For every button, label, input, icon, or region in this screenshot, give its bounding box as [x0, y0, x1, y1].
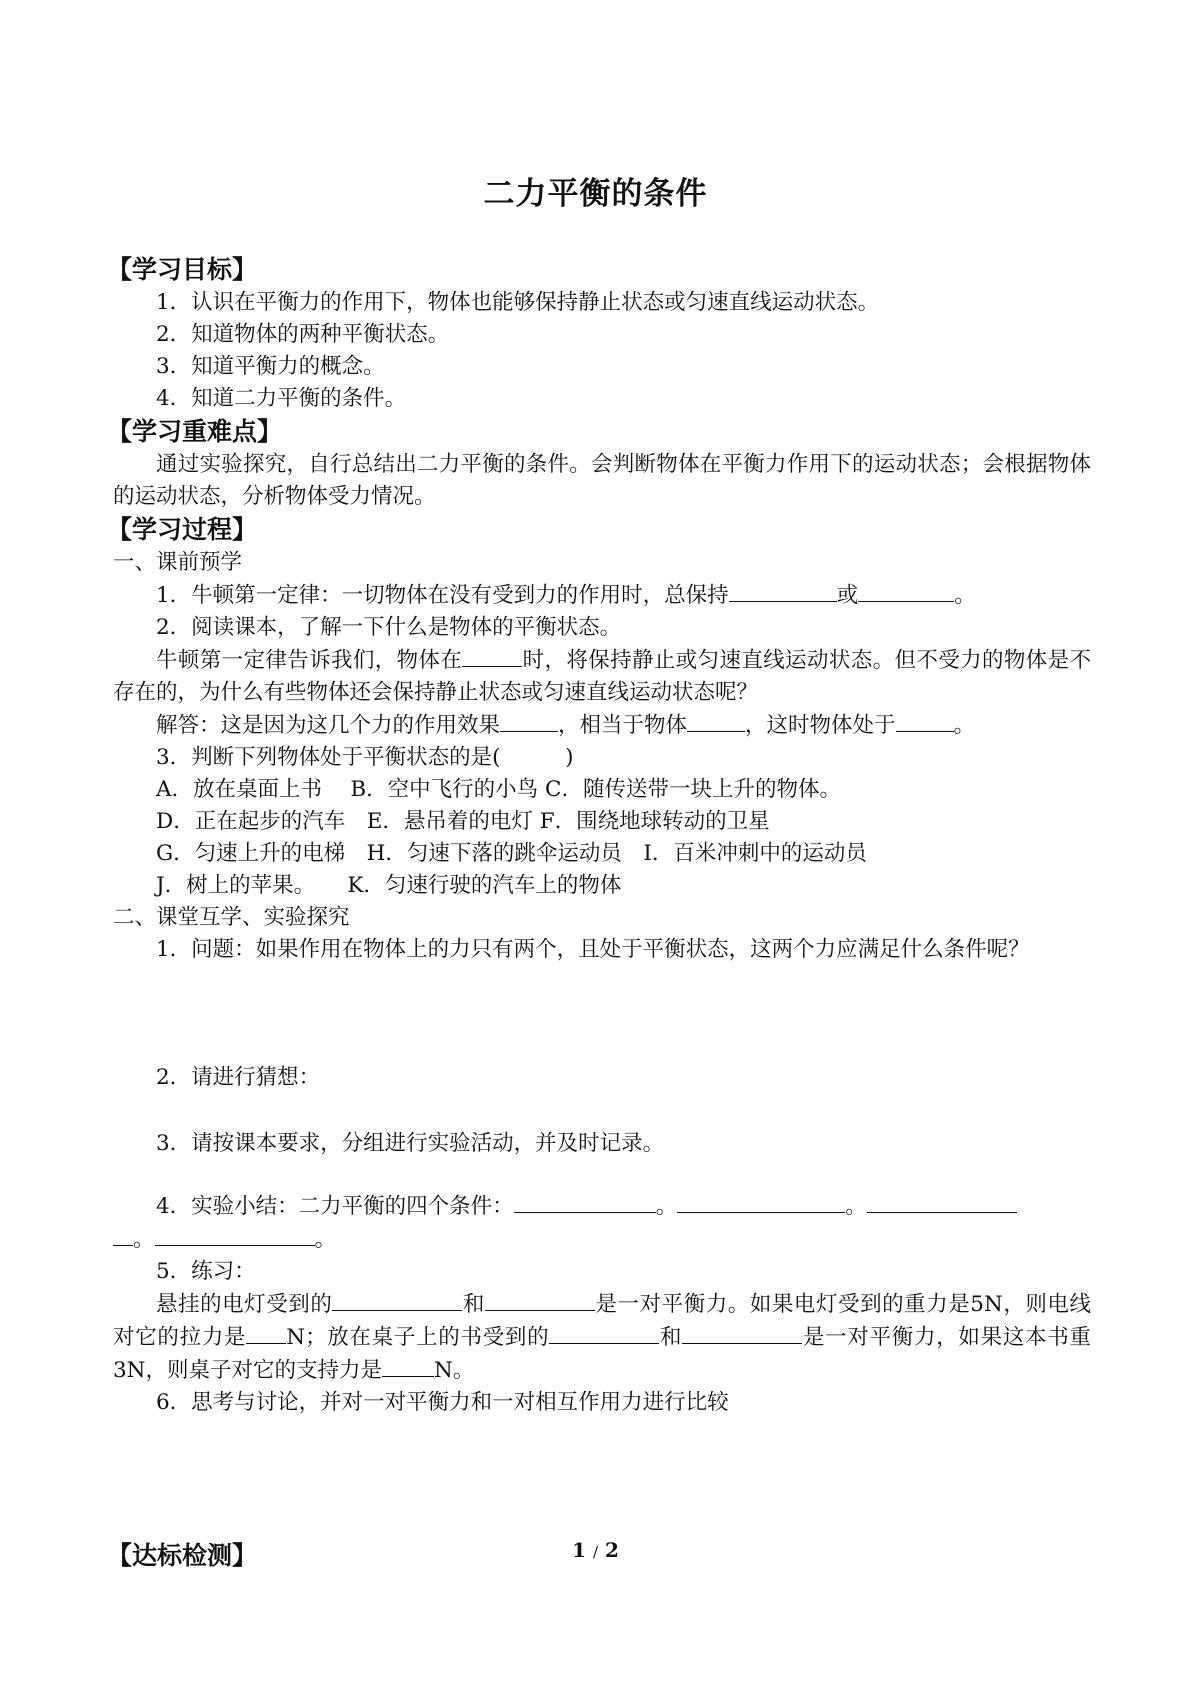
option-row: J．树上的苹果。 K．匀速行驶的汽车上的物体	[156, 873, 622, 898]
objectives-heading: 【学习目标】	[107, 255, 258, 284]
answer-blank[interactable]	[514, 1190, 656, 1213]
answer-blank[interactable]	[246, 1321, 286, 1344]
answer-blank[interactable]	[113, 1223, 133, 1246]
newton-paragraph: 牛顿第一定律告诉我们，物体在 时，将保持静止或匀速直线运动状态。但不受力的物体是不存在的，为什么有些物体还会保持静止状态或匀速直线运动状态呢？	[113, 644, 1091, 709]
answer-blank[interactable]	[549, 1321, 659, 1344]
key-points-heading: 【学习重难点】	[107, 417, 283, 446]
part2-question-4-cont: 。 。	[113, 1223, 1091, 1256]
page-title: 二力平衡的条件	[483, 176, 708, 212]
question-3: 3．判断下列物体处于平衡状态的是( )	[156, 745, 574, 770]
answer-blank[interactable]	[682, 1321, 802, 1344]
answer-blank[interactable]	[500, 709, 558, 732]
test-heading: 【达标检测】	[107, 1541, 258, 1570]
exercise-paragraph: 悬挂的电灯受到的 和 是一对平衡力。如果电灯受到的重力是5N，则电线对它的拉力是 N；放在桌子上的书受到的 和 是一对平衡力，如果这本书重3N，则桌子对它的支持力是 N。	[113, 1288, 1091, 1387]
objective-item: 4．知道二力平衡的条件。	[156, 386, 407, 411]
process-heading: 【学习过程】	[107, 515, 258, 544]
answer-blank[interactable]	[896, 709, 954, 732]
part2-question-4: 4．实验小结：二力平衡的四个条件： 。 。	[113, 1190, 1091, 1223]
page-number: 1 / 2	[572, 1538, 619, 1562]
part2-question-1: 1．问题：如果作用在物体上的力只有两个，且处于平衡状态，这两个力应满足什么条件呢？	[156, 937, 1030, 962]
option-row: G．匀速上升的电梯 H．匀速下落的跳伞运动员 I．百米冲刺中的运动员	[156, 841, 867, 866]
objective-item: 1．认识在平衡力的作用下，物体也能够保持静止状态或匀速直线运动状态。	[156, 290, 880, 315]
answer-blank[interactable]	[677, 1190, 845, 1213]
answer-blank[interactable]	[729, 579, 837, 602]
question-1: 1．牛顿第一定律：一切物体在没有受到力的作用时，总保持 或 。	[113, 579, 1091, 612]
answer-blank[interactable]	[382, 1354, 434, 1377]
part2-question-6: 6．思考与讨论，并对一对平衡力和一对相互作用力进行比较	[156, 1390, 729, 1415]
answer-blank[interactable]	[687, 709, 745, 732]
objective-item: 2．知道物体的两种平衡状态。	[156, 322, 450, 347]
part2-question-3: 3．请按课本要求，分组进行实验活动，并及时记录。	[156, 1131, 665, 1156]
part2-question-2: 2．请进行猜想：	[156, 1065, 321, 1090]
answer-blank[interactable]	[155, 1223, 315, 1246]
key-points-text: 通过实验探究，自行总结出二力平衡的条件。会判断物体在平衡力作用下的运动状态；会根据物体的运动状态，分析物体受力情况。	[113, 452, 1091, 509]
answer-blank[interactable]	[332, 1288, 462, 1311]
answer-blank[interactable]	[485, 1288, 595, 1311]
part2-title: 二、课堂互学、实验探究	[113, 905, 350, 930]
answer-blank[interactable]	[858, 579, 954, 602]
answer-paragraph: 解答：这是因为这几个力的作用效果 ，相当于物体 ，这时物体处于 。	[113, 709, 1091, 742]
option-row: A．放在桌面上书 B．空中飞行的小鸟 C．随传送带一块上升的物体。	[156, 777, 841, 802]
question-2: 2．阅读课本，了解一下什么是物体的平衡状态。	[156, 615, 622, 640]
answer-blank[interactable]	[462, 644, 522, 667]
objective-item: 3．知道平衡力的概念。	[156, 354, 385, 379]
option-row: D．正在起步的汽车 E．悬吊着的电灯 F．围绕地球转动的卫星	[156, 809, 770, 834]
part2-question-5: 5．练习：	[156, 1259, 256, 1284]
answer-blank[interactable]	[867, 1190, 1017, 1213]
part1-title: 一、课前预学	[113, 550, 243, 575]
document-body	[107, 253, 1091, 1573]
